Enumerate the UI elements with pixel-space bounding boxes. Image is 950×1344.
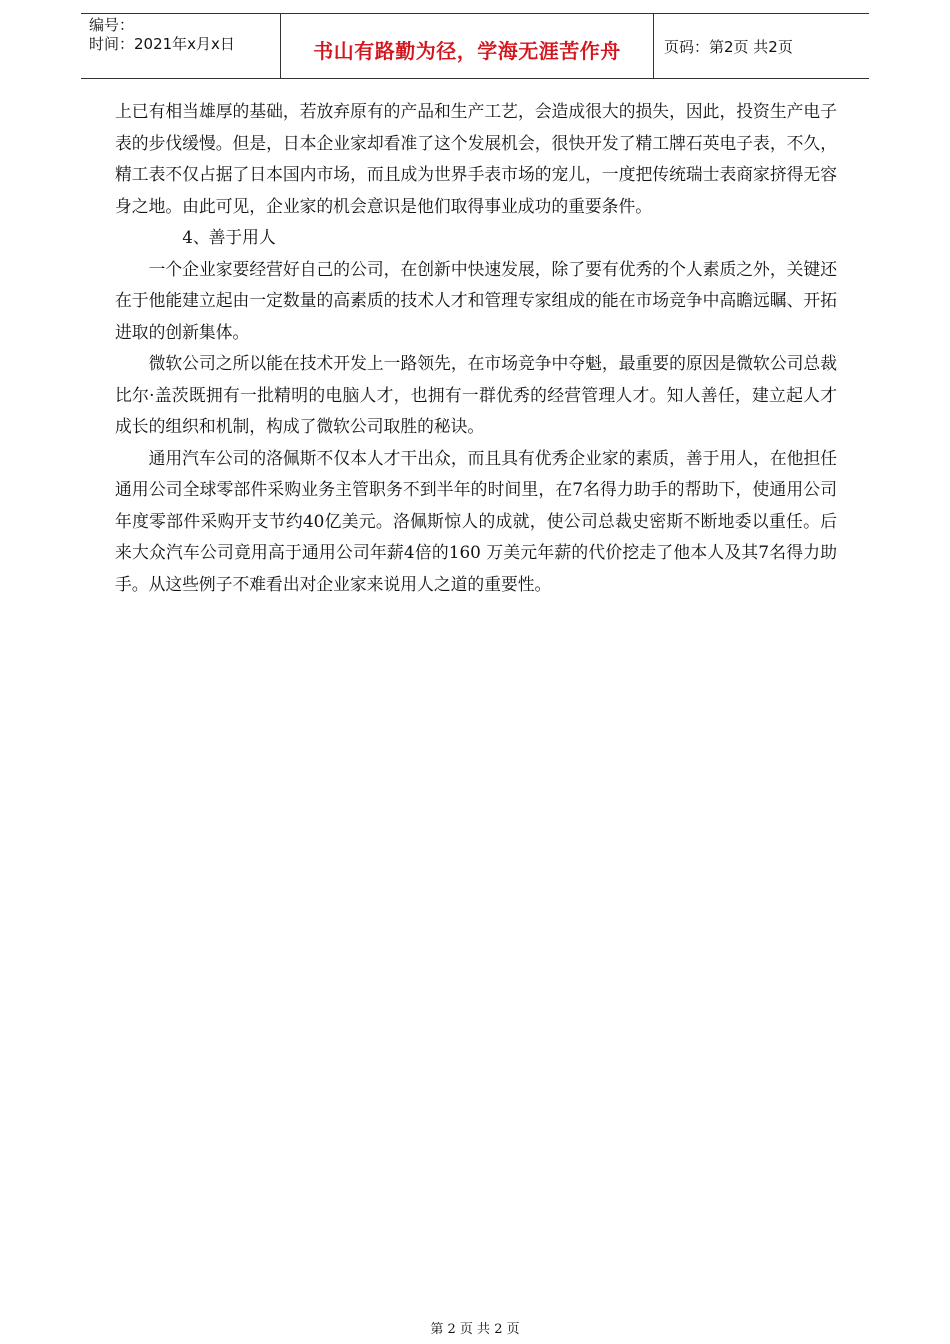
paragraph: 微软公司之所以能在技术开发上一路领先，在市场竞争中夺魁，最重要的原因是微软公司总裁比尔·盖茨既拥有一批精明的电脑人才，也拥有一群优秀的经营管理人才。知人善任，建立起人才成长的组织和机制，构成了微软公司取胜的秘诀。 [115, 353, 837, 436]
header-meta [81, 14, 281, 78]
page-footer [0, 1318, 950, 1337]
page-header [81, 13, 869, 79]
footer-page-number: 第 2 页 共 2 页 [430, 1322, 520, 1337]
header-page-info [654, 14, 869, 78]
document-number-label: 编号： [89, 16, 135, 34]
page-info-text: 页码：第2页 共2页 [664, 37, 793, 56]
paragraph: 通用汽车公司的洛佩斯不仅本人才干出众，而且具有优秀企业家的素质，善于用人，在他担任通用公司全球零部件采购业务主管职务不到半年的时间里，在7名得力助手的帮助下，使通用公司年度零部件采购开支节约40亿美元。洛佩斯惊人的成就，使公司总裁史密斯不断地委以重任。后来大众汽车公司竟用高于通用公司年薪4倍的160 万美元年薪的代价挖走了他本人及其7名得力助手。从这些例子不难看出对企业家来说用人之道的重要性。 [115, 447, 837, 594]
paragraph-continued: 上已有相当雄厚的基础，若放弃原有的产品和生产工艺，会造成很大的损失，因此，投资生产电子表的步伐缓慢。但是，日本企业家却看准了这个发展机会，很快开发了精工牌石英电子表，不久，精工表不仅占据了日本国内市场，而且成为世界手表市场的宠儿，一度把传统瑞士表商家挤得无容身之地。由此可见，企业家的机会意识是他们取得事业成功的重要条件。 [115, 101, 837, 216]
section-title: 善于用人 [208, 227, 276, 247]
header-motto: 书山有路勤为径，学海无涯苦作舟 [313, 38, 621, 63]
document-time-label: 时间：2021年x月x日 [89, 35, 235, 53]
header-motto-cell [281, 14, 654, 78]
paragraph: 一个企业家要经营好自己的公司，在创新中快速发展，除了要有优秀的个人素质之外，关键还在于他能建立起由一定数量的高素质的技术人才和管理专家组成的能在市场竞争中高瞻远瞩、开拓进取的创新集体。 [115, 258, 837, 342]
section-heading [115, 222, 837, 254]
document-body [115, 96, 837, 600]
section-number: 4、 [182, 227, 210, 247]
